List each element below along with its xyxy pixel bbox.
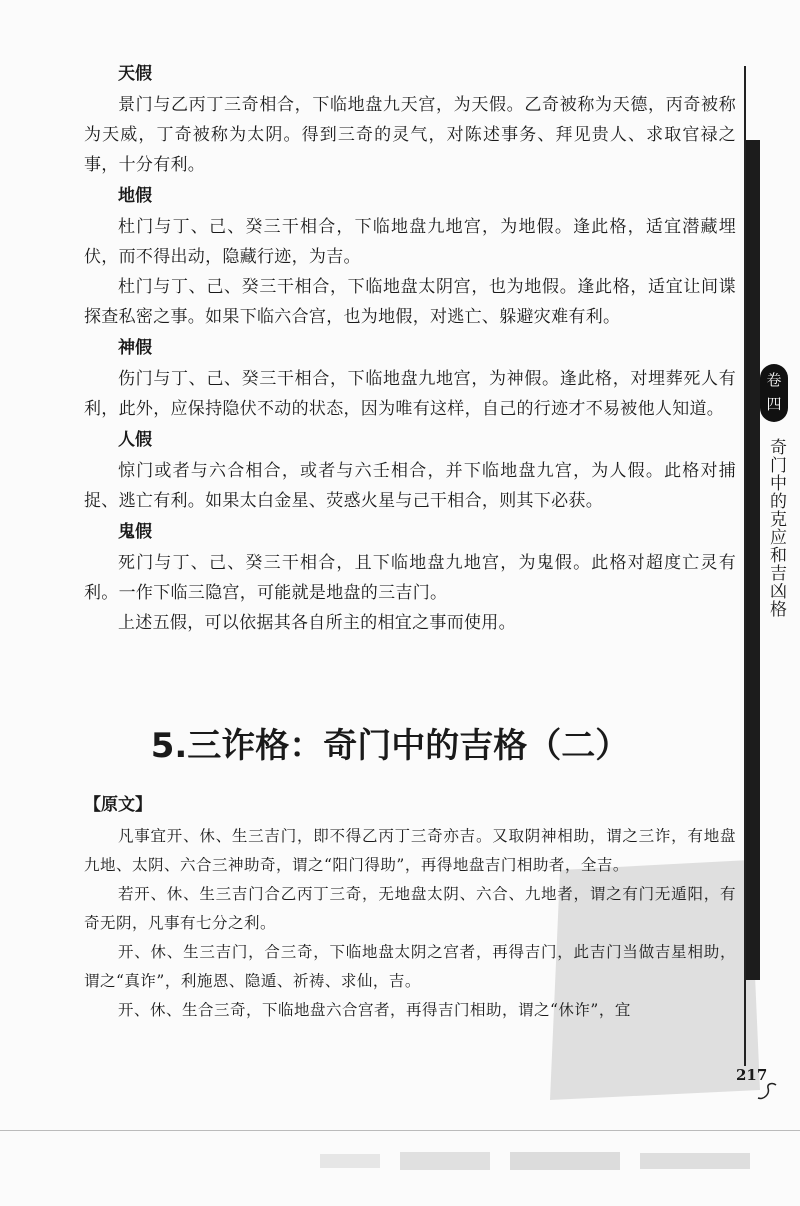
- paragraph: 上述五假，可以依据其各自所主的相宜之事而使用。: [118, 613, 516, 633]
- main-text: [84, 58, 736, 638]
- section-heading: 地假: [118, 186, 152, 206]
- page-number: 217: [736, 1066, 768, 1084]
- section-heading: 人假: [118, 430, 152, 450]
- page-bottom-rule: [0, 1130, 800, 1131]
- scan-artifact: [320, 1150, 760, 1172]
- volume-badge: [760, 364, 788, 422]
- sidebar-bar: [746, 140, 760, 980]
- original-paragraph: 凡事宜开、休、生三吉门，即不得乙丙丁三奇亦吉。又取阴神相助，谓之三诈，有地盘九地、太阴、六合三神助奇，谓之“阳门得助”，再得地盘吉门相助者，全吉。: [84, 827, 736, 874]
- section-dijia: [84, 180, 736, 332]
- paragraph: 死门与丁、己、癸三干相合，且下临地盘九地宫，为鬼假。此格对超度亡灵有利。一作下临三隐宫，可能就是地盘的三吉门。: [84, 553, 736, 603]
- paragraph: 惊门或者与六合相合，或者与六壬相合，并下临地盘九宫，为人假。此格对捕捉、逃亡有利。如果太白金星、荧惑火星与己干相合，则其下必获。: [84, 461, 736, 511]
- volume-char-bottom: 四: [766, 395, 782, 413]
- section-tianjia: [84, 58, 736, 180]
- paragraph: 景门与乙丙丁三奇相合，下临地盘九天宫，为天假。乙奇被称为天德，丙奇被称为天威，丁奇被称为太阴。得到三奇的灵气，对陈述事务、拜见贵人、求取官禄之事，十分有利。: [84, 95, 736, 175]
- paragraph: 伤门与丁、己、癸三干相合，下临地盘九地宫，为神假。逢此格，对埋葬死人有利，此外，应保持隐伏不动的状态，因为唯有这样，自己的行迹才不易被他人知道。: [84, 369, 736, 419]
- section-renjia: [84, 424, 736, 516]
- original-paragraph: 若开、休、生三吉门合乙丙丁三奇，无地盘太阴、六合、九地者，谓之有门无遁阳，有奇无阴，凡事有七分之利。: [84, 885, 736, 932]
- volume-char-top: 卷: [766, 371, 782, 389]
- original-paragraph: 开、休、生合三奇，下临地盘六合宫者，再得吉门相助，谓之“休诈”，宜: [118, 1001, 631, 1019]
- section-shenjia: [84, 332, 736, 424]
- section-heading: 鬼假: [118, 522, 152, 542]
- chapter-title: 5.三诈格：奇门中的吉格（二）: [150, 726, 630, 766]
- paragraph: 杜门与丁、己、癸三干相合，下临地盘九地宫，为地假。逢此格，适宜潜藏埋伏，而不得出动，隐藏行迹，为吉。: [84, 217, 736, 267]
- original-text-label: 【原文】: [84, 795, 152, 815]
- paragraph: 杜门与丁、己、癸三干相合，下临地盘太阴宫，也为地假。逢此格，适宜让间谍探查私密之事。如果下临六合宫，也为地假，对逃亡、躲避灾难有利。: [84, 277, 736, 327]
- section-guijia: [84, 516, 736, 638]
- section-heading: 天假: [118, 64, 152, 84]
- flourish-icon: [756, 1080, 780, 1102]
- section-heading: 神假: [118, 338, 152, 358]
- original-paragraph: 开、休、生三吉门，合三奇，下临地盘太阴之宫者，再得吉门，此吉门当做吉星相助，谓之“真诈”，利施恩、隐遁、祈祷、求仙，吉。: [84, 943, 736, 990]
- original-text-block: [84, 790, 736, 1025]
- sidebar-chapter-title: 奇门中的克应和吉凶格: [766, 438, 786, 618]
